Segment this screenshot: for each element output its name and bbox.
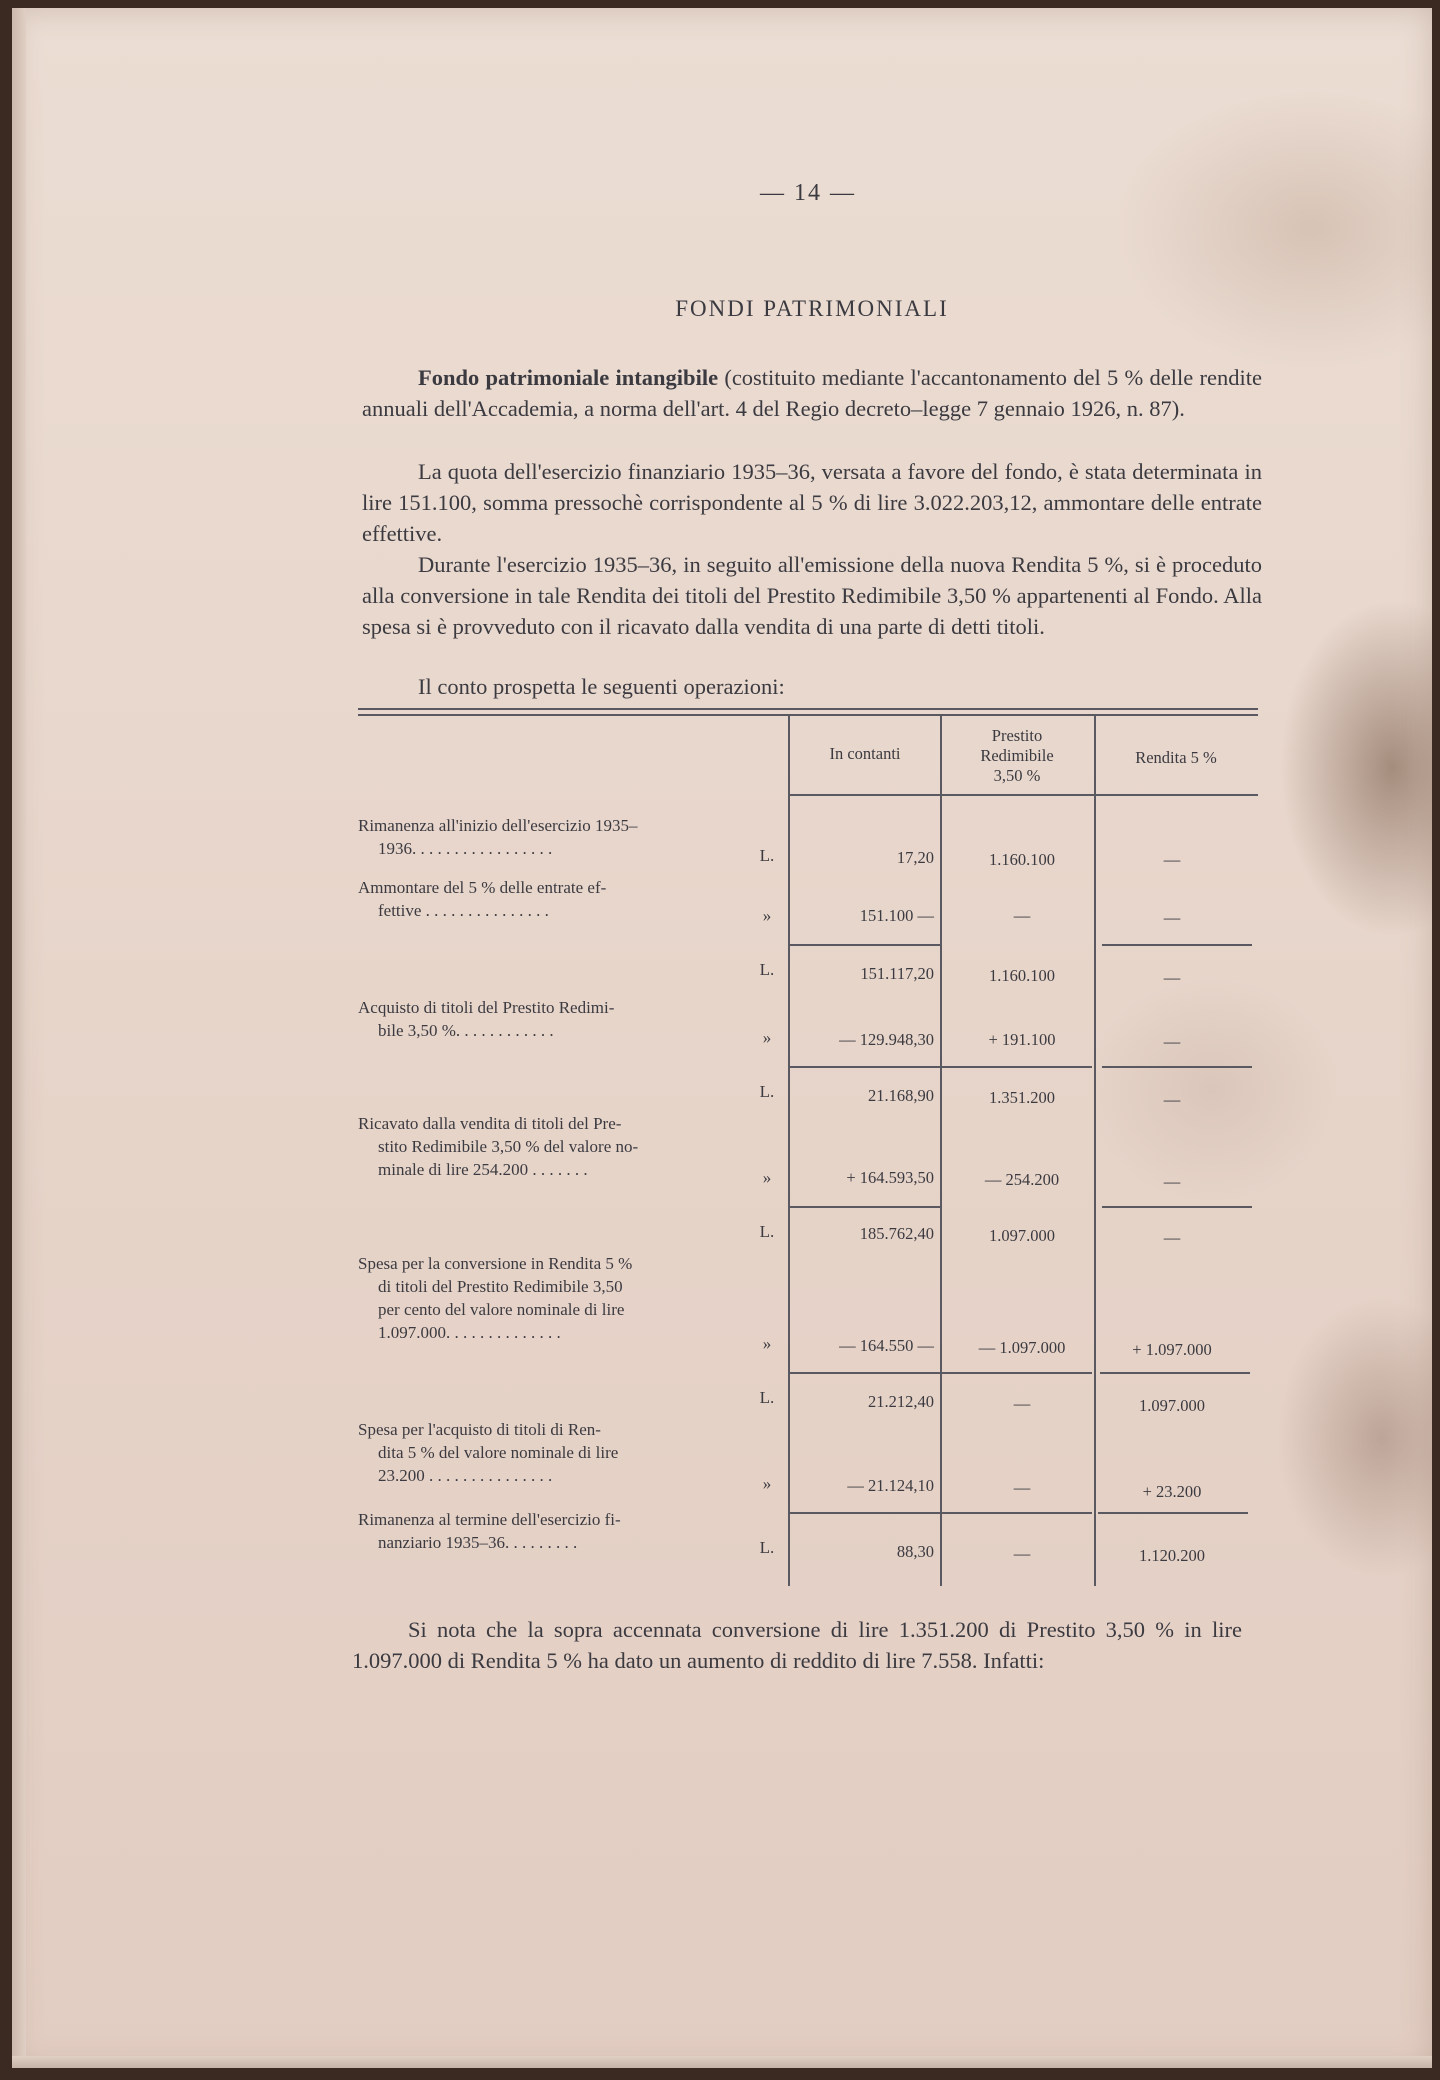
row-label-11 bbox=[358, 1508, 738, 1554]
row-11-line-1: Rimanenza al termine dell'esercizio fi- bbox=[358, 1510, 621, 1529]
row-4-line-2: bile 3,50 %. . . . . . . . . . . . bbox=[378, 1021, 554, 1040]
row-3-contanti: 151.117,20 bbox=[860, 964, 934, 983]
row-9-mark: L. bbox=[759, 1388, 775, 1407]
row-label-4 bbox=[358, 996, 738, 1042]
row-7-contanti: 185.762,40 bbox=[859, 1224, 934, 1243]
header-in-contanti: In contanti bbox=[829, 744, 901, 763]
table-top-rule-2 bbox=[358, 714, 1258, 716]
row-label-1 bbox=[358, 814, 738, 860]
row-2-rendita: — bbox=[1163, 908, 1181, 927]
row-1-mark: L. bbox=[759, 846, 775, 865]
section-title: FONDI PATRIMONIALI bbox=[675, 296, 949, 321]
row-11-contanti: 88,30 bbox=[896, 1542, 934, 1561]
row-2-line-1: Ammontare del 5 % delle entrate ef- bbox=[358, 878, 607, 897]
row-11-line-2: nanziario 1935–36. . . . . . . . . bbox=[378, 1533, 578, 1552]
subtotal-rule-3 bbox=[790, 1206, 940, 1208]
row-6-mark: » bbox=[762, 1168, 772, 1187]
row-4-mark: » bbox=[762, 1028, 772, 1047]
row-label-2 bbox=[358, 876, 738, 922]
header-prestito-l3: 3,50 % bbox=[993, 766, 1041, 785]
row-3-prestito: 1.160.100 bbox=[989, 966, 1055, 985]
header-prestito-l2: Redimibile bbox=[980, 746, 1054, 765]
row-8-prestito: — 1.097.000 bbox=[978, 1338, 1066, 1357]
row-6-line-3: minale di lire 254.200 . . . . . . . bbox=[378, 1160, 588, 1179]
header-prestito bbox=[942, 726, 1092, 786]
subtotal-rule-2c bbox=[1102, 1066, 1252, 1068]
page-edge-left bbox=[12, 8, 26, 2068]
subtotal-rule-5c bbox=[1098, 1512, 1248, 1514]
row-4-prestito: + 191.100 bbox=[988, 1030, 1056, 1049]
row-6-rendita: — bbox=[1163, 1172, 1181, 1191]
row-8-contanti: — 164.550 — bbox=[839, 1336, 934, 1355]
row-2-line-2: fettive . . . . . . . . . . . . . . . bbox=[378, 901, 549, 920]
column-divider-2 bbox=[940, 716, 942, 1586]
row-1-line-1: Rimanenza all'inizio dell'esercizio 1935– bbox=[358, 816, 638, 835]
row-label-10 bbox=[358, 1418, 738, 1487]
row-7-rendita: — bbox=[1163, 1228, 1181, 1247]
row-5-prestito: 1.351.200 bbox=[989, 1088, 1055, 1107]
row-label-6 bbox=[358, 1112, 738, 1181]
row-9-contanti: 21.212,40 bbox=[868, 1392, 934, 1411]
subtotal-rule-5 bbox=[790, 1512, 940, 1514]
row-5-mark: L. bbox=[759, 1082, 775, 1101]
row-1-rendita: — bbox=[1163, 850, 1181, 869]
row-4-line-1: Acquisto di titoli del Prestito Redimi- bbox=[358, 998, 615, 1017]
row-4-contanti: — 129.948,30 bbox=[839, 1030, 934, 1049]
row-9-rendita: 1.097.000 bbox=[1139, 1396, 1205, 1415]
subtotal-rule-4 bbox=[790, 1372, 940, 1374]
page-edge-bottom bbox=[12, 2056, 1432, 2068]
row-10-line-2: dita 5 % del valore nominale di lire bbox=[378, 1443, 619, 1462]
paragraph-5: Si nota che la sopra accennata conversione di lire 1.351.200 di Prestito 3,50 % in lire 1.097.000 di Rendita 5 % ha dato un aumento di reddito di lire 7.558. Infatti: bbox=[352, 1617, 1242, 1673]
row-10-mark: » bbox=[762, 1474, 772, 1493]
row-11-prestito: — bbox=[1013, 1544, 1031, 1563]
row-5-contanti: 21.168,90 bbox=[868, 1086, 934, 1105]
header-rendita: Rendita 5 % bbox=[1135, 748, 1217, 767]
row-10-line-1: Spesa per l'acquisto di titoli di Ren- bbox=[358, 1420, 601, 1439]
row-8-line-4: 1.097.000. . . . . . . . . . . . . . bbox=[378, 1323, 561, 1342]
subtotal-rule-4c bbox=[1100, 1372, 1250, 1374]
row-6-contanti: + 164.593,50 bbox=[846, 1168, 934, 1187]
row-10-rendita: + 23.200 bbox=[1142, 1482, 1202, 1501]
row-2-mark: » bbox=[762, 906, 772, 925]
row-7-prestito: 1.097.000 bbox=[989, 1226, 1055, 1245]
row-2-prestito: — bbox=[1013, 906, 1031, 925]
row-11-mark: L. bbox=[759, 1538, 775, 1557]
table-top-rule bbox=[358, 708, 1258, 710]
paragraph-3: Durante l'esercizio 1935–36, in seguito all'emissione della nuova Rendita 5 %, si è proceduto alla conversione in tale Rendita dei titoli del Prestito Redimibile 3,50 % appartenenti al Fondo. Alla spesa si è provveduto con il ricavato dalla vendita di una parte di detti titoli. bbox=[362, 552, 1262, 639]
row-1-line-2: 1936. . . . . . . . . . . . . . . . . bbox=[378, 839, 553, 858]
row-10-contanti: — 21.124,10 bbox=[847, 1476, 934, 1495]
paragraph-1-bold: Fondo patrimoniale intangibile bbox=[418, 365, 719, 390]
row-label-8 bbox=[358, 1252, 738, 1344]
paragraph-1 bbox=[362, 362, 1262, 424]
row-8-line-1: Spesa per la conversione in Rendita 5 % bbox=[358, 1254, 633, 1273]
row-2-contanti: 151.100 — bbox=[859, 906, 934, 925]
subtotal-rule-2b bbox=[942, 1066, 1092, 1068]
subtotal-rule-1 bbox=[790, 944, 940, 946]
row-6-line-1: Ricavato dalla vendita di titoli del Pre- bbox=[358, 1114, 622, 1133]
row-10-prestito: — bbox=[1013, 1478, 1031, 1497]
row-3-rendita: — bbox=[1163, 968, 1181, 987]
row-8-line-3: per cento del valore nominale di lire bbox=[378, 1300, 625, 1319]
paragraph-2: La quota dell'esercizio finanziario 1935–36, versata a favore del fondo, è stata determinata in lire 151.100, somma pressochè corrispondente al 5 % di lire 3.022.203,12, ammontare delle entrate effettive. bbox=[362, 459, 1262, 546]
row-11-rendita: 1.120.200 bbox=[1139, 1546, 1205, 1565]
header-prestito-l1: Prestito bbox=[991, 726, 1043, 745]
row-6-line-2: stito Redimibile 3,50 % del valore no- bbox=[378, 1137, 639, 1156]
row-1-contanti: 17,20 bbox=[896, 848, 934, 867]
subtotal-rule-4b bbox=[942, 1372, 1092, 1374]
header-rule bbox=[788, 794, 1258, 796]
row-8-rendita: + 1.097.000 bbox=[1132, 1340, 1212, 1359]
paragraph-1-text: (costituito mediante l'accantonamento del 5 % delle rendite annuali dell'Accademia, a norma dell'art. 4 del Regio decreto–legge 7 gennaio 1926, n. 87). bbox=[362, 365, 1262, 421]
subtotal-rule-3c bbox=[1102, 1206, 1252, 1208]
subtotal-rule-1b bbox=[1102, 944, 1252, 946]
row-10-line-3: 23.200 . . . . . . . . . . . . . . . bbox=[378, 1466, 553, 1485]
row-8-mark: » bbox=[762, 1334, 772, 1353]
row-5-rendita: — bbox=[1163, 1090, 1181, 1109]
row-6-prestito: — 254.200 bbox=[984, 1170, 1060, 1189]
subtotal-rule-2 bbox=[790, 1066, 940, 1068]
row-1-prestito: 1.160.100 bbox=[989, 850, 1055, 869]
page-number: — 14 — bbox=[760, 180, 856, 206]
column-divider-3 bbox=[1094, 716, 1096, 1586]
row-8-line-2: di titoli del Prestito Redimibile 3,50 bbox=[378, 1277, 623, 1296]
row-9-prestito: — bbox=[1013, 1394, 1031, 1413]
document-page bbox=[12, 8, 1432, 2068]
row-4-rendita: — bbox=[1163, 1032, 1181, 1051]
row-7-mark: L. bbox=[759, 1222, 775, 1241]
row-3-mark: L. bbox=[759, 960, 775, 979]
column-divider-1 bbox=[788, 716, 790, 1586]
paragraph-4: Il conto prospetta le seguenti operazioni: bbox=[418, 674, 785, 699]
subtotal-rule-5b bbox=[942, 1512, 1092, 1514]
